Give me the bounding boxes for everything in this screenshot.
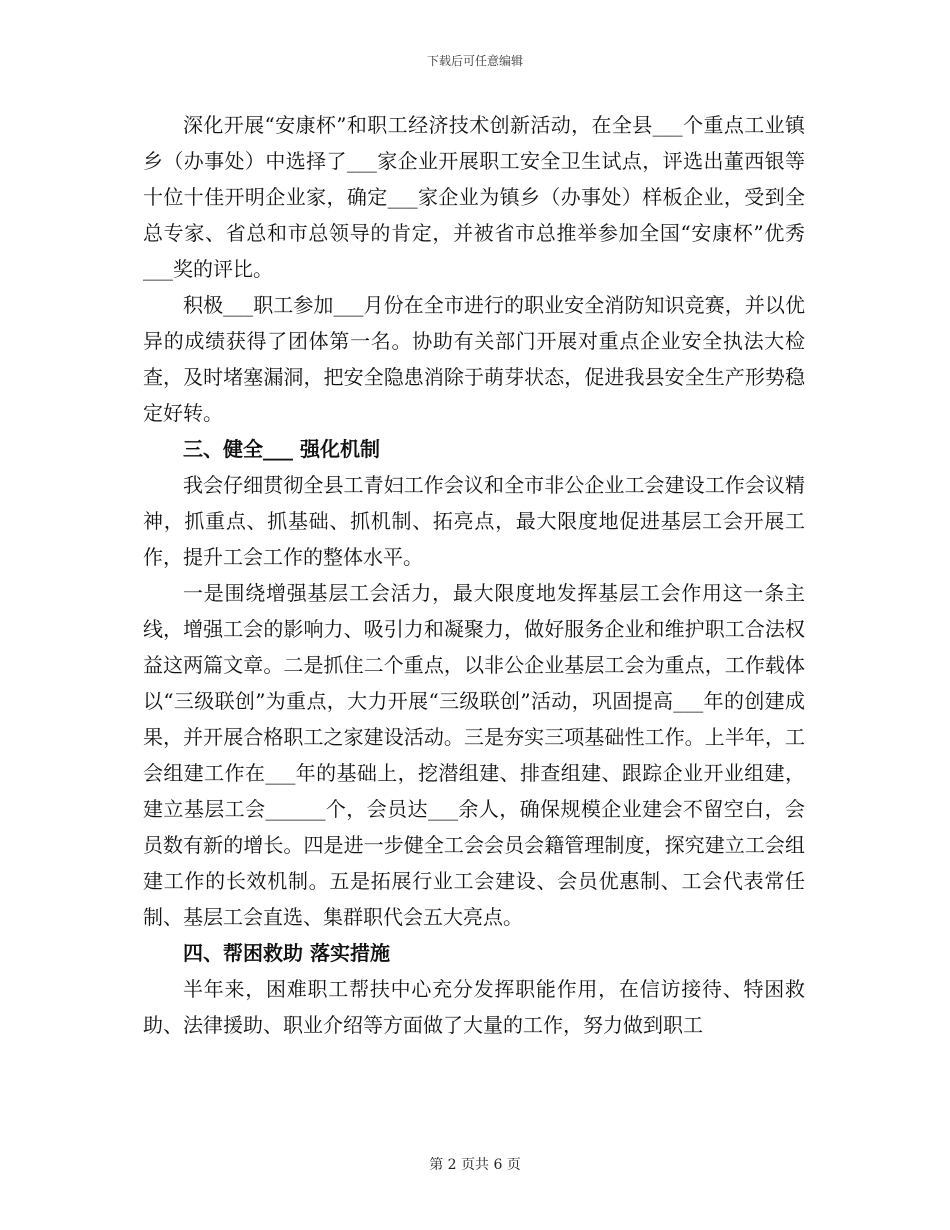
document-body xyxy=(143,107,805,1043)
section-heading-4: 四、帮困救助 落实措施 xyxy=(183,941,390,965)
paragraph-assistance: 半年来，困难职工帮扶中心充分发挥职能作用，在信访接待、特困救助、法律援助、职业介绍等方面做了大量的工作，努力做到职工 xyxy=(143,977,805,1037)
page-footer: 第 2 页共 6 页 xyxy=(429,1157,521,1173)
paragraph-mechanism-details: 一是围绕增强基层工会活力，最大限度地发挥基层工会作用这一条主线，增强工会的影响力、吸引力和凝聚力，做好服务企业和维护职工合法权益这两篇文章。二是抓住二个重点，以非公企业基层工会为重点，工作载体以“三级联创”为重点，大力开展“三级联创”活动，巩固提高___年的创建成果，并开展合格职工之家建设活动。三是夯实三项基础性工作。上半年，工会组建工作在___年的基础上，挖潜组建、排查组建、跟踪企业开业组建，建立基层工会______个，会员达___余人，确保规模企业建会不留空白，会员数有新的增长。四是进一步健全工会会员会籍管理制度，探究建立工会组建工作的长效机制。五是拓展行业工会建设、会员优惠制、工会代表常任制、基层工会直选、集群职代会五大亮点。 xyxy=(143,581,805,929)
page-header: 下载后可任意编辑 xyxy=(426,54,523,68)
paragraph-ankang-cup: 深化开展“安康杯”和职工经济技术创新活动，在全县___个重点工业镇乡（办事处）中选择了___家企业开展职工安全卫生试点，评选出董西银等十位十佳开明企业家，确定___家企业为镇乡（办事处）样板企业，受到全总专家、省总和市总领导的肯定，并被省市总推举参加全国“安康杯”优秀___奖的评比。 xyxy=(143,113,805,281)
paragraph-safety-contest: 积极___职工参加___月份在全市进行的职业安全消防知识竞赛，并以优异的成绩获得了团体第一名。协助有关部门开展对重点企业安全执法大检查，及时堵塞漏洞，把安全隐患消除于萌芽状态，促进我县安全生产形势稳定好转。 xyxy=(143,293,805,425)
section-heading-3: 三、健全___ 强化机制 xyxy=(183,437,380,461)
paragraph-mechanism-intro: 我会仔细贯彻全县工青妇工作会议和全市非公企业工会建设工作会议精神，抓重点、抓基础、抓机制、拓亮点，最大限度地促进基层工会开展工作，提升工会工作的整体水平。 xyxy=(143,473,805,569)
